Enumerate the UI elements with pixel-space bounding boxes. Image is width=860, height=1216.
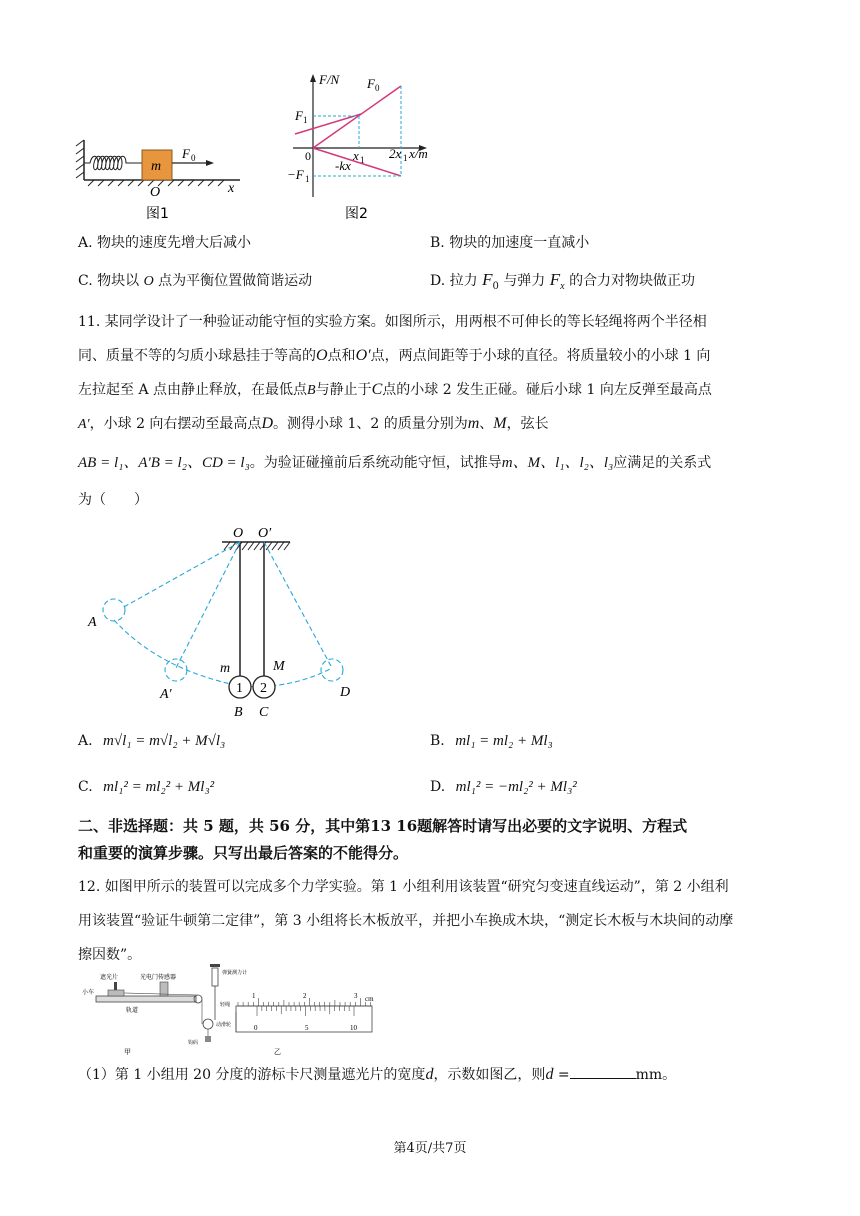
section-2-heading-2: 和重要的演算步骤。只写出最后答案的不能得分。 <box>78 844 409 862</box>
option-d-sub-x: x <box>560 280 565 292</box>
shade-label: 遮光片 <box>100 974 119 981</box>
apparatus-figure <box>80 962 248 1057</box>
option-b-label: B. <box>430 733 445 749</box>
q12-var-d: d <box>425 1066 434 1083</box>
main-tick-3: 3 <box>354 992 358 1000</box>
label-b: B <box>234 705 243 720</box>
pendulum-figure <box>80 520 380 720</box>
x-axis-label: x <box>228 181 235 196</box>
vernier-caliper-figure <box>232 988 382 1056</box>
q11-var-o-prime: O′ <box>355 347 371 364</box>
q12-part-1-mid: ，示数如图乙，则 <box>433 1067 546 1083</box>
label-o-prime: O′ <box>258 526 272 541</box>
x2-sub: 1 <box>403 153 408 163</box>
q11-chord-equation: AB = l₁、A′B = l₂、CD = l₃ <box>78 455 250 471</box>
q12-part-1 <box>78 1064 676 1084</box>
q11-line-4-sep: 、 <box>479 416 494 432</box>
caption-yi: 乙 <box>274 1048 281 1056</box>
y-negative-label: −F <box>287 167 304 182</box>
q11-var-b: B <box>307 383 316 398</box>
option-d-text-3: 的合力对物块做正功 <box>569 273 696 289</box>
option-b-equation: ml₁ = ml₂ + Ml₃ <box>455 733 553 749</box>
q11-option-d[interactable] <box>430 779 577 796</box>
q11-variables: m、M、l₁、l₂、l₃ <box>501 455 614 471</box>
y-negative-sub: 1 <box>305 174 310 184</box>
option-d-var-fx: F <box>549 270 561 289</box>
section-2-heading-1: 二、非选择题：共 5 题，共 56 分，其中第13 16题解答时请写出必要的文字说明、方程式 <box>78 817 688 835</box>
q10-option-a[interactable]: A. 物块的速度先增大后减小 <box>78 235 252 251</box>
q11-line-2-mid: 点和 <box>327 348 356 364</box>
force-subscript: 0 <box>191 153 196 163</box>
q11-line-4 <box>78 413 549 433</box>
q11-var-o: O <box>316 347 328 364</box>
q10-option-d[interactable] <box>430 270 695 292</box>
option-d-label: D. <box>430 779 446 795</box>
gate-label: 光电门传感器 <box>140 974 177 981</box>
q11-var-c: C <box>371 381 383 398</box>
q12-line-2: 用该装置“验证牛顿第二定律”，第 3 小组将长木板放平，并把小车换成木块，“测定长木板与木块间的动摩 <box>78 913 734 929</box>
q12-unit: mm。 <box>635 1067 677 1083</box>
q11-line-4-text: ，小球 2 向右摆动至最高点 <box>89 416 262 432</box>
option-c-equation: ml₁² = ml₂² + Ml₃² <box>103 779 215 795</box>
answer-blank[interactable] <box>570 1066 636 1079</box>
figure-2-caption: 图2 <box>345 206 368 222</box>
q11-line-2-post: 点，两点间距等于小球的直径。将质量较小的小球 1 向 <box>370 348 711 364</box>
option-a-label: A. <box>78 733 93 749</box>
figure-1-caption: 图1 <box>146 206 169 222</box>
q11-option-a[interactable] <box>78 733 225 750</box>
y-axis-label: F/N <box>319 72 340 87</box>
line-label: F <box>367 76 375 91</box>
q11-line-5 <box>78 451 711 472</box>
q11-var-a-prime: A′ <box>78 417 90 432</box>
q10-option-b[interactable]: B. 物块的加速度一直减小 <box>430 235 590 251</box>
option-c-text-2: 点为平衡位置做简谐运动 <box>158 273 313 289</box>
q11-line-5-tail: 应满足的关系式 <box>613 455 712 471</box>
q11-line-3-mid: 与静止于 <box>315 382 372 398</box>
x2-label: 2x <box>389 146 402 161</box>
y-positive-label: F <box>295 108 303 123</box>
hook-weight-label: 钩码 <box>188 1040 199 1046</box>
vernier-tick-5: 5 <box>305 1024 309 1032</box>
caption-jia: 甲 <box>124 1048 131 1056</box>
q11-var-big-m: M <box>493 415 507 432</box>
label-big-m: M <box>273 659 285 674</box>
rope-label: 轻绳 <box>220 1002 231 1008</box>
figure-1-spring-block <box>70 130 250 225</box>
origin-label: 0 <box>305 149 311 163</box>
q11-line-5-text: 。为验证碰撞前后系统动能守恒，试推导 <box>249 455 502 471</box>
q11-line-3-text: 左拉起至 A 点由静止释放，在最低点 <box>78 382 308 398</box>
q11-line-1: 11. 某同学设计了一种验证动能守恒的实验方案。如图所示，用两根不可伸长的等长轻绳将两个半径相 <box>78 314 707 330</box>
pulley-label: 动滑轮 <box>216 1022 232 1028</box>
label-a-prime: A′ <box>160 687 172 702</box>
q11-option-b[interactable] <box>430 733 553 750</box>
spring-line-label: -kx <box>335 158 351 173</box>
label-a: A <box>88 615 97 630</box>
q12-equals: = <box>553 1067 570 1083</box>
q12-part-1-text: （1）第 1 小组用 20 分度的游标卡尺测量遮光片的宽度 <box>78 1067 426 1083</box>
label-m: m <box>220 661 231 676</box>
label-o: O <box>233 526 244 541</box>
q11-option-c[interactable] <box>78 779 214 796</box>
option-d-text: D. 拉力 <box>430 273 478 289</box>
force-label: F <box>182 146 190 161</box>
track-label: 轨道 <box>126 1007 139 1014</box>
spring-scale-label: 弹簧测力计 <box>222 970 248 976</box>
cart-label: 小车 <box>82 989 95 996</box>
x1-label: x <box>353 148 359 163</box>
vernier-tick-10: 10 <box>350 1024 357 1032</box>
label-c: C <box>259 705 269 720</box>
unit-label: cm <box>365 995 374 1003</box>
option-d-sub-0: 0 <box>492 280 499 292</box>
option-a-equation: m√l₁ = m√l₂ + M√l₃ <box>103 733 226 749</box>
q12-var-d-2: d <box>545 1066 554 1083</box>
figure-2-force-graph <box>283 72 453 227</box>
q12-line-1: 12. 如图甲所示的装置可以完成多个力学实验。第 1 小组利用该装置“研究匀变速直线运动”，第 2 小组利 <box>78 879 729 895</box>
option-c-text: C. 物块以 <box>78 273 140 289</box>
q11-line-3-post: 点的小球 2 发生正碰。碰后小球 1 向左反弹至最高点 <box>382 382 712 398</box>
option-d-var-f0: F <box>482 270 493 289</box>
q11-line-4-post: ，弦长 <box>506 416 549 432</box>
ball-1-label: 1 <box>236 681 243 696</box>
q11-var-d: D <box>261 415 273 432</box>
y-positive-sub: 1 <box>303 115 308 125</box>
main-tick-2: 2 <box>303 992 307 1000</box>
vernier-tick-0: 0 <box>254 1024 258 1032</box>
option-c-label: C. <box>78 779 93 795</box>
q10-option-c[interactable] <box>78 270 312 290</box>
x-axis-label: x/m <box>409 146 428 161</box>
q12-line-3: 擦因数”。 <box>78 947 142 963</box>
q11-line-4-mid: 。测得小球 1、2 的质量分别为 <box>273 416 468 432</box>
main-tick-1: 1 <box>252 992 256 1000</box>
q11-var-m: m <box>467 415 480 432</box>
option-d-text-2: 与弹力 <box>503 273 546 289</box>
option-d-equation: ml₁² = −ml₂² + Ml₃² <box>455 779 577 795</box>
q11-line-2 <box>78 345 710 365</box>
ball-2-label: 2 <box>260 681 267 696</box>
line-label-sub: 0 <box>375 83 380 93</box>
label-d: D <box>340 685 351 700</box>
q11-line-6: 为（ ） <box>78 492 148 508</box>
page-number: 第4页/共7页 <box>393 1141 467 1156</box>
origin-label: O <box>150 185 161 200</box>
q11-line-3 <box>78 379 712 399</box>
option-c-var: O <box>143 274 154 289</box>
mass-label: m <box>151 159 162 174</box>
q11-line-2-text: 同、质量不等的匀质小球悬挂于等高的 <box>78 348 316 364</box>
x1-sub: 1 <box>360 155 365 165</box>
